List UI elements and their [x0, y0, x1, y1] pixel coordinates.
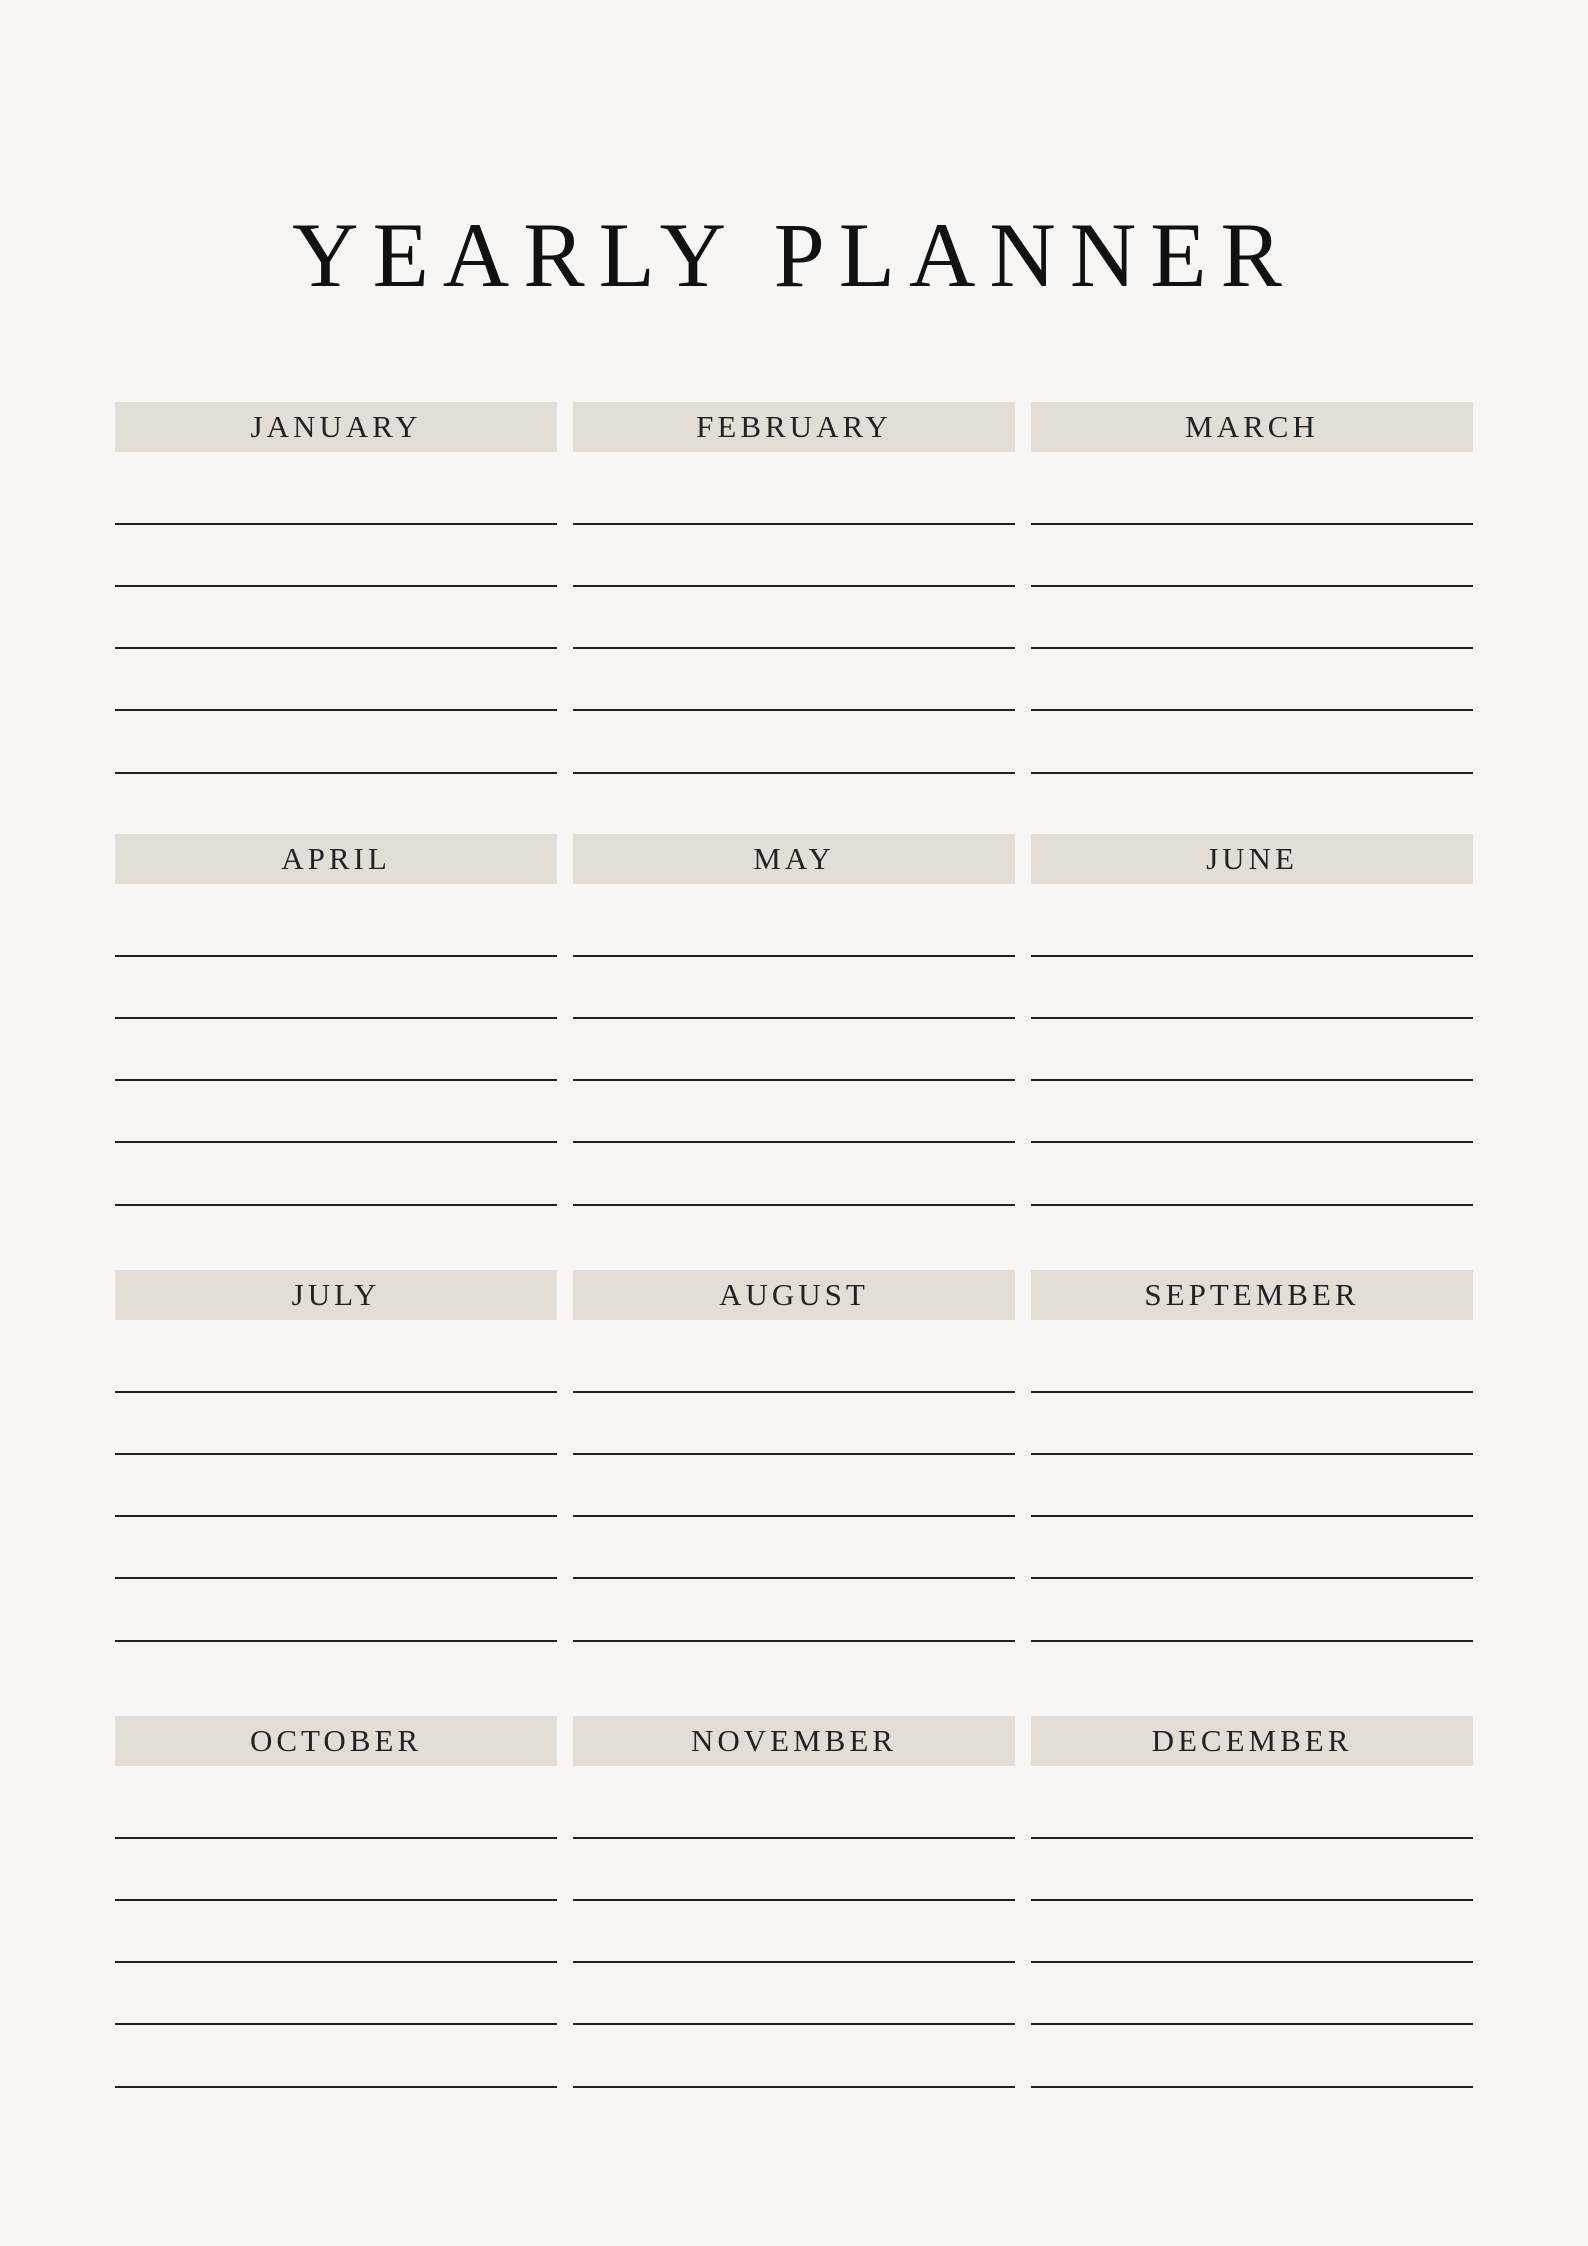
- month-header-august: AUGUST: [573, 1270, 1015, 1320]
- month-block-september: [1031, 1270, 1473, 1640]
- writing-lines: [115, 452, 557, 772]
- writing-line[interactable]: [115, 523, 557, 525]
- writing-line[interactable]: [573, 1204, 1015, 1206]
- writing-lines: [1031, 884, 1473, 1204]
- writing-line[interactable]: [1031, 585, 1473, 587]
- writing-line[interactable]: [573, 2086, 1015, 2088]
- month-block-august: [573, 1270, 1015, 1640]
- writing-line[interactable]: [1031, 955, 1473, 957]
- month-block-may: [573, 834, 1015, 1204]
- month-header-january: JANUARY: [115, 402, 557, 452]
- month-block-june: [1031, 834, 1473, 1204]
- writing-line[interactable]: [1031, 1837, 1473, 1839]
- writing-line[interactable]: [573, 1391, 1015, 1393]
- writing-lines: [573, 1320, 1015, 1640]
- writing-line[interactable]: [115, 1079, 557, 1081]
- writing-line[interactable]: [115, 955, 557, 957]
- writing-line[interactable]: [1031, 523, 1473, 525]
- month-block-december: [1031, 1716, 1473, 2086]
- writing-line[interactable]: [115, 2086, 557, 2088]
- month-header-may: MAY: [573, 834, 1015, 884]
- writing-line[interactable]: [573, 2023, 1015, 2025]
- writing-line[interactable]: [1031, 772, 1473, 774]
- writing-lines: [115, 1320, 557, 1640]
- month-block-july: [115, 1270, 557, 1640]
- writing-line[interactable]: [573, 1141, 1015, 1143]
- writing-line[interactable]: [1031, 2023, 1473, 2025]
- writing-line[interactable]: [1031, 1391, 1473, 1393]
- writing-line[interactable]: [1031, 1017, 1473, 1019]
- month-header-july: JULY: [115, 1270, 557, 1320]
- writing-line[interactable]: [573, 1017, 1015, 1019]
- writing-line[interactable]: [573, 1640, 1015, 1642]
- writing-line[interactable]: [115, 1577, 557, 1579]
- writing-line[interactable]: [1031, 1899, 1473, 1901]
- writing-line[interactable]: [1031, 1577, 1473, 1579]
- month-block-february: [573, 402, 1015, 772]
- writing-lines: [573, 1766, 1015, 2086]
- month-header-september: SEPTEMBER: [1031, 1270, 1473, 1320]
- writing-line[interactable]: [573, 1079, 1015, 1081]
- writing-line[interactable]: [573, 585, 1015, 587]
- writing-line[interactable]: [1031, 709, 1473, 711]
- writing-line[interactable]: [573, 523, 1015, 525]
- month-block-october: [115, 1716, 557, 2086]
- writing-line[interactable]: [573, 1961, 1015, 1963]
- writing-line[interactable]: [115, 1141, 557, 1143]
- month-header-april: APRIL: [115, 834, 557, 884]
- writing-line[interactable]: [115, 1515, 557, 1517]
- writing-line[interactable]: [115, 709, 557, 711]
- writing-line[interactable]: [1031, 1141, 1473, 1143]
- writing-line[interactable]: [573, 709, 1015, 711]
- writing-line[interactable]: [573, 1577, 1015, 1579]
- writing-line[interactable]: [1031, 1079, 1473, 1081]
- writing-line[interactable]: [573, 772, 1015, 774]
- writing-line[interactable]: [1031, 2086, 1473, 2088]
- writing-lines: [115, 884, 557, 1204]
- writing-lines: [1031, 1320, 1473, 1640]
- writing-line[interactable]: [573, 955, 1015, 957]
- writing-line[interactable]: [115, 1837, 557, 1839]
- writing-lines: [115, 1766, 557, 2086]
- writing-lines: [573, 452, 1015, 772]
- writing-line[interactable]: [115, 1899, 557, 1901]
- writing-line[interactable]: [115, 1204, 557, 1206]
- month-header-november: NOVEMBER: [573, 1716, 1015, 1766]
- writing-line[interactable]: [573, 1453, 1015, 1455]
- writing-line[interactable]: [573, 1837, 1015, 1839]
- writing-lines: [1031, 452, 1473, 772]
- writing-line[interactable]: [573, 647, 1015, 649]
- writing-line[interactable]: [115, 1017, 557, 1019]
- writing-line[interactable]: [115, 772, 557, 774]
- writing-line[interactable]: [115, 585, 557, 587]
- writing-line[interactable]: [1031, 1961, 1473, 1963]
- writing-line[interactable]: [573, 1515, 1015, 1517]
- writing-line[interactable]: [1031, 1515, 1473, 1517]
- writing-line[interactable]: [115, 2023, 557, 2025]
- month-header-december: DECEMBER: [1031, 1716, 1473, 1766]
- writing-line[interactable]: [1031, 647, 1473, 649]
- writing-lines: [573, 884, 1015, 1204]
- writing-line[interactable]: [1031, 1453, 1473, 1455]
- month-header-february: FEBRUARY: [573, 402, 1015, 452]
- writing-line[interactable]: [573, 1899, 1015, 1901]
- writing-line[interactable]: [1031, 1204, 1473, 1206]
- month-block-april: [115, 834, 557, 1204]
- writing-line[interactable]: [115, 1961, 557, 1963]
- month-block-november: [573, 1716, 1015, 2086]
- month-header-march: MARCH: [1031, 402, 1473, 452]
- writing-line[interactable]: [115, 1453, 557, 1455]
- page-title: YEARLY PLANNER: [292, 204, 1296, 306]
- writing-lines: [1031, 1766, 1473, 2086]
- writing-line[interactable]: [115, 647, 557, 649]
- month-header-october: OCTOBER: [115, 1716, 557, 1766]
- writing-line[interactable]: [115, 1391, 557, 1393]
- month-block-march: [1031, 402, 1473, 772]
- month-header-june: JUNE: [1031, 834, 1473, 884]
- writing-line[interactable]: [1031, 1640, 1473, 1642]
- writing-line[interactable]: [115, 1640, 557, 1642]
- month-block-january: [115, 402, 557, 772]
